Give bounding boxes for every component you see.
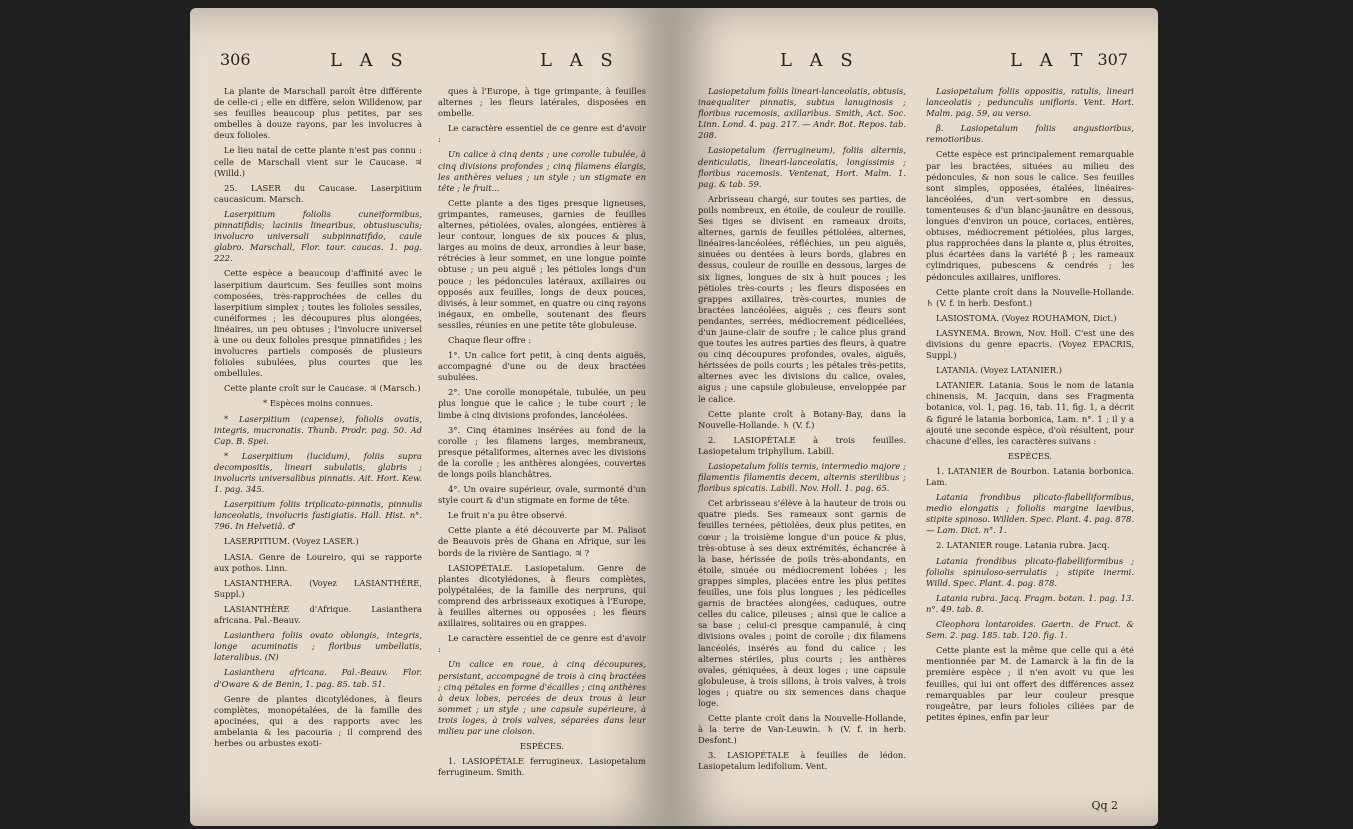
right-header: [670, 50, 1158, 76]
paragraph: 25. LASER du Caucase. Laserpitium caucasicum. Marsch.: [214, 182, 422, 204]
paragraph: Latania frondibus plicato-flabelliformibus, medio elongatis ; foliolis margine laevibus, stipite spinoso. Willden. Spec. Plant. 4. pag. 878. — Lam. Dict. n°. 1.: [926, 492, 1134, 536]
paragraph: Cet arbrisseau s'élève à la hauteur de trois ou quatre pieds. Ses rameaux sont garnis de feuilles ternées, pétiolées, deux plus petites, en cœur ; la troisième longue d'un pouce & plus, très-obtuse à ses deux extrémités, échancrée à la base, hérissée de poils très-abondants, en étoile, sinuée ou médiocrement lobées ; les grappes simples, placées entre les plus petites feuilles, une fois plus longues ; les pédicelles garnis de bractées alongées, caduques, outre celles du calice, pileuses ; ainsi que le calice a sa base ; celui-ci presque campanulé, à cinq divisions ovales ; point de corolle ; dix filamens lancéolés, insérés au fond du calice ; les alternes stériles, plus courts ; les anthères ovales, géniquées, à deux loges ; une capsule globuleuse, à trois sillons, à trois valves, à trois loges ; quatre ou six semences dans chaque loge.: [698, 498, 906, 708]
paragraph: 3. LASIOPÉTALE à feuilles de lédon. Lasiopetalum ledifolium. Vent.: [698, 750, 906, 772]
running-head-left: L A S: [330, 50, 409, 71]
right-column-1: [698, 86, 906, 821]
paragraph: LASIANTHÈRE d'Afrique. Lasianthera africana. Pal.-Beauv.: [214, 603, 422, 626]
running-head-right: L A S: [780, 50, 859, 71]
paragraph: LATANIA. (Voyez LATANIER.): [936, 365, 1062, 376]
paragraph: Genre de plantes dicotylédones, à fleurs complètes, monopétalées, de la famille des apocinées, qui a des rapports avec les ambelania & les pacouria ; il comprend des herbes ou arbustes exoti-: [214, 693, 422, 748]
left-header: [190, 50, 670, 76]
paragraph: 4°. Un ovaire supérieur, ovale, surmonté d'un style court & d'un stigmate en forme de tête.: [438, 484, 646, 506]
paragraph: * Espèces moins connues.: [262, 398, 374, 409]
paragraph: La plante de Marschall paroît être différente de celle-ci ; elle en diffère, selon Willdenow, par ses feuilles beaucoup plus petites, par ses ombelles à douze rayons, par les involucres à deux folioles.: [214, 86, 422, 141]
paragraph: LASERPITIUM. (Voyez LASER.): [224, 536, 359, 547]
running-head-right-col2: L A T: [1010, 50, 1089, 71]
left-column-1: [214, 86, 422, 821]
paragraph: Laserpitium foliolis cuneiformibus, pinnatifidis; laciniis linearibus, obtusiusculis; involucro universali subpinnatifido, caule glabro. Marschall, Flor. taur. caucas. 1. pag. 222.: [214, 208, 422, 264]
paragraph: Cette plante a des tiges presque ligneuses, grimpantes, rameuses, garnies de feuilles alternes, pétiolées, ovales, alongées, entières à leur contour, longues de six pouces & plus, larges au moins de deux, arrondies à leur base, rétrécies à leur sommet, en une longue pointe obtuse ; un peu aiguë ; les pétioles longs d'un pouce ; les pédoncules latéraux, axillaires ou opposés aux feuilles, longs de deux pouces, divisés, à leur sommet, en quatre ou cinq rayons inégaux, en ombelle, soutenant des fleurs sessiles, réunies en une petite tête globuleuse.: [438, 197, 646, 330]
page-number-left: 306: [220, 50, 251, 69]
paragraph: 1. LATANIER de Bourbon. Latania borbonica. Lam.: [926, 465, 1134, 487]
paragraph: 2°. Une corolle monopétale, tubulée, un peu plus longue que le calice ; le tube court ; le limbe à cinq divisions profondes, lancéolées.: [438, 387, 646, 420]
paragraph: Cette plante est la même que celle qui a été mentionnée par M. de Lamarck à la fin de la première espèce ; il n'en avoit vu que les feuilles, qui lui ont offert des différences assez remarquables par leur couleur presque rougeâtre, par leurs folioles ciliées par de petites épines, enfin par leur: [926, 645, 1134, 722]
paragraph: Cette plante croît sur le Caucase. ♃ (Marsch.): [224, 383, 421, 394]
paragraph: LASYNEMA. Brown, Nov. Holl. C'est une des divisions du genre epacris. (Voyez EPACRIS, Suppl.): [926, 327, 1134, 361]
paragraph: Le caractère essentiel de ce genre est d'avoir :: [438, 123, 646, 145]
right-column-2: [926, 86, 1134, 821]
paragraph: Lasiopetalum (ferrugineum), foliis alternis, denticulatis, lineari-lanceolatis, longissimis ; floribus racemosis. Ventenat, Hort. Malm. 1. pag. & tab. 59.: [698, 145, 906, 189]
paragraph: Chaque fleur offre :: [448, 334, 532, 345]
paragraph: Cleophora lontaroides. Gaertn. de Fruct. & Sem. 2. pag. 185. tab. 120. fig. 1.: [926, 619, 1134, 641]
paragraph: LASIOPÉTALE. Lasiopetalum. Genre de plantes dicotylédones, à fleurs complètes, polypétalées, de la famille des nerpruns, qui comprend des arbrisseaux exotiques à l'Europe, à feuilles alternes ou opposées ; les fleurs axillaires, solitaires ou en grappes.: [438, 562, 646, 629]
left-page: [190, 8, 670, 826]
paragraph: 2. LASIOPÉTALE à trois feuilles. Lasiopetalum triphyllum. Labill.: [698, 434, 906, 456]
paragraph: LASIA. Genre de Loureiro, qui se rapporte aux pothos. Linn.: [214, 551, 422, 573]
paragraph: Arbrisseau chargé, sur toutes ses parties, de poils nombreux, en étoile, de couleur de rouille. Ses tiges se divisent en rameaux droits, alternes, garnis de feuilles pétiolées, alternes, linéaires-lancéolées, réfléchies, un peu aiguës, sinuées ou dentées à leurs bords, glabres en dessus, couleur de rouille en dessous, larges de six lignes, longues de six à huit pouces ; les pétioles très-courts ; les fleurs disposées en grappes axillaires, très-courtes, munies de bractées lancéolées, aiguës ; ces fleurs sont pendantes, serrées, médiocrement pédicellées, d'un jaune-clair de soufre ; le calice plus grand que toutes les autres parties des fleurs, à quatre ou cinq découpures profondes, ovales, aiguës, hérissées de poils courts ; les pétales très-petits, alternes avec les divisions du calice, ovales, aigus ; une capsule globuleuse, enveloppée par le calice.: [698, 193, 906, 404]
paragraph: Latania rubra. Jacq. Fragm. botan. 1. pag. 13. n°. 49. tab. 8.: [926, 592, 1134, 614]
paragraph: 2. LATANIER rouge. Latania rubra. Jacq.: [936, 540, 1110, 551]
paragraph: Laserpitium foliis triplicato-pinnatis, pinnulis lanceolatis, involucris fastigiatis. Hall. Hist. n°. 796. In Helvetiâ. ♂: [214, 499, 422, 532]
paragraph: 1°. Un calice fort petit, à cinq dents aiguës, accompagné d'une ou de deux bractées subulées.: [438, 350, 646, 383]
right-page: [670, 8, 1158, 826]
paragraph: Cette espèce a beaucoup d'affinité avec le laserpitium dauricum. Ses feuilles sont moins composées, très-rapprochées de celles du laserpitium simplex ; toutes les folioles sessiles, cunéiformes ; les découpures plus alongées, linéaires, un peu obtuses ; l'involucre universel à une ou deux folioles presque pinnatifides ; les involucres partiels composés de plusieurs folioles subulées, plus courtes que les ombellules.: [214, 268, 422, 379]
paragraph: Lasianthera africana. Pal.-Beauv. Flor. d'Oware & de Benin, 1. pag. 85. tab. 51.: [214, 667, 422, 689]
paragraph: Lasiopetalum foliis lineari-lanceolatis, obtusis, inaequaliter pinnatis, subtus lanuginosis ; floribus racemosis, axillaribus. Smith, Act. Soc. Linn. Lond. 4. pag. 217. — Andr. Bot. Repos. tab. 208.: [698, 86, 906, 141]
paragraph: Cette plante a été découverte par M. Palisot de Beauvois près de Ghana en Afrique, sur les bords de la rivière de Santiago. ♃ ?: [438, 525, 646, 558]
paragraph: β. Lasiopetalum foliis angustioribus, remotioribus.: [926, 123, 1134, 145]
signature-mark: Qq 2: [1091, 799, 1118, 812]
paragraph: * Laserpitium (lucidum), foliis supra decompositis, lineari subulatis, glabris ; involucris universalibus pinnatis. Ait. Hort. Kew. 1. pag. 345.: [214, 450, 422, 495]
paragraph: LASIANTHERA. (Voyez LASIANTHÈRE, Suppl.): [214, 577, 422, 599]
paragraph: Un calice à cinq dents ; une corolle tubulée, à cinq divisions profondes ; cinq filamens élargis, les anthères velues ; un style ; un stigmate en tête ; le fruit...: [438, 149, 646, 193]
paragraph: Lasiopetalum foliis oppositis, ratulis, lineari lanceolatis ; pedunculis unifloris. Vent. Hort. Malm. pag. 59, au verso.: [926, 86, 1134, 119]
paragraph: Latania frondibus plicato-flabelliformibus ; foliolis spinuloso-serrulatis ; stipite inermi. Willd. Spec. Plant. 4. pag. 878.: [926, 555, 1134, 588]
paragraph: Le caractère essentiel de ce genre est d'avoir :: [438, 633, 646, 655]
paragraph: ques à l'Europe, à tige grimpante, à feuilles alternes ; les fleurs latérales, disposées en ombelle.: [438, 86, 646, 119]
paragraph: Le lieu natal de cette plante n'est pas connu : celle de Marschall vient sur le Caucase. ♃ (Willd.): [214, 145, 422, 178]
paragraph: Un calice en roue, à cinq découpures, persistant, accompagné de trois à cinq bractées ; cinq pétales en forme d'écailles ; cinq anthères à deux lobes, percées de deux trous à leur sommet ; un style ; une capsule supérieure, à trois loges, à trois valves, séparées dans leur milieu par une cloison.: [438, 659, 646, 736]
paragraph: * Laserpitium (capense), foliolis ovatis, integris, mucronatis. Thunb. Prodr. pag. 50. Ad Cap. B. Spei.: [214, 413, 422, 446]
paragraph: Lasianthera foliis ovato oblongis, integris, longe acuminatis ; floribus umbellatis, lateralibus. (N): [214, 630, 422, 663]
paragraph: Cette plante croît à Botany-Bay, dans la Nouvelle-Hollande. ♄ (V. f.): [698, 408, 906, 430]
page-number-right: 307: [1097, 50, 1128, 69]
paragraph: 3°. Cinq étamines insérées au fond de la corolle ; les filamens larges, membraneux, presque pétaliformes, alternes avec les divisions de la corolle ; les anthères alongées, couvertes de longs poils blanchâtres.: [438, 424, 646, 479]
left-column-2: [438, 86, 646, 821]
paragraph: Cette plante croît dans la Nouvelle-Hollande. ♄ (V. f. in herb. Desfont.): [926, 286, 1134, 308]
paragraph: ESPÈCES.: [519, 741, 565, 752]
running-head-left-col2: L A S: [540, 50, 619, 71]
paragraph: LATANIER. Latania. Sous le nom de latania chinensis, M. Jacquin, dans ses Fragmenta botanica, vol. 1, pag. 16, tab. 11, fig. 1, a décrit & figuré le latania borbonica, Lam. n°. 1 ; il y a ajouté une seconde espèce, d'où résultent, pour chacune d'elles, les caractères suivans :: [926, 380, 1134, 446]
paragraph: Cette espèce est principalement remarquable par les bractées, situées au milieu des pédoncules, & non sous le calice. Ses feuilles sont simples, opposées, étalées, linéaires-lancéolées, d'un vert-sombre en dessus, tomenteuses & d'un blanc-jaunâtre en dessous, longues d'environ un pouce, coriaces, entières, obtuses, médiocrement pétiolées, plus larges, plus rapprochées dans la plante α, plus étroites, plus écartées dans la variété β ; les rameaux cylindriques, pubescens & cendrés ; les pédoncules axillaires, uniflores.: [926, 149, 1134, 282]
paragraph: 1. LASIOPÉTALE ferrugineux. Lasiopetalum ferrugineum. Smith.: [438, 756, 646, 778]
paragraph: Le fruit n'a pu être observé.: [448, 510, 568, 521]
paragraph: Lasiopetalum foliis ternis, intermedio majore ; filamentis filamentis decem, alternis sterilibus ; floribus spicatis. Labill. Nov. Holl. 1. pag. 65.: [698, 461, 906, 494]
paragraph: Cette plante croît dans la Nouvelle-Hollande, à la terre de Van-Leuwin. ♄ (V. f. in herb. Desfont.): [698, 713, 906, 746]
paragraph: LASIOSTOMA. (Voyez ROUHAMON, Dict.): [936, 312, 1117, 323]
paragraph: ESPÈCES.: [1007, 450, 1053, 461]
